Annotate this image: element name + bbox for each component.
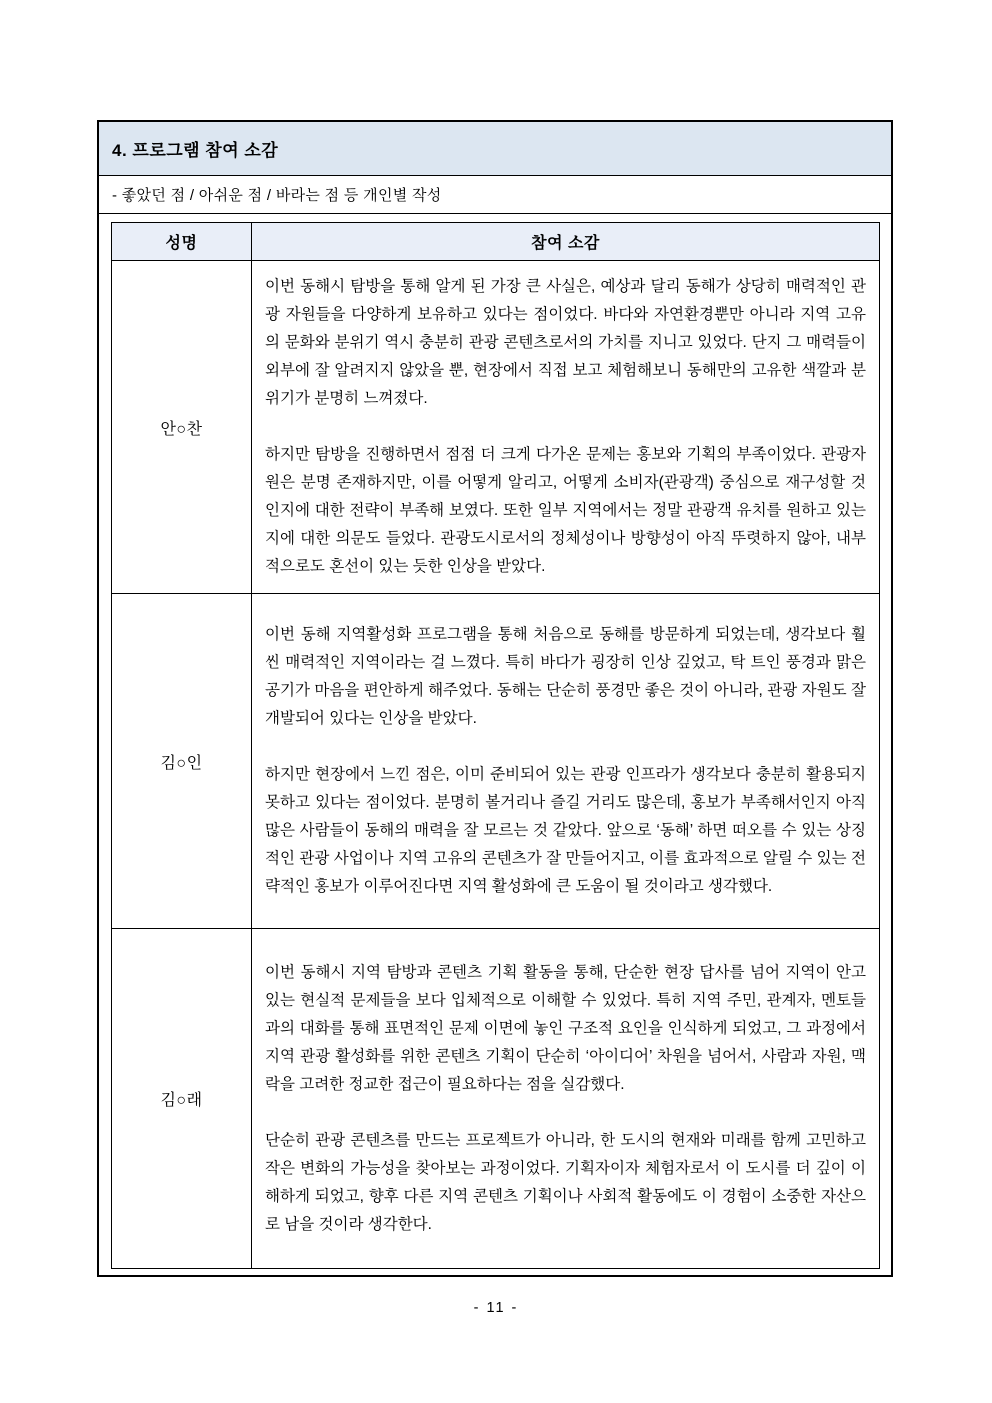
- page-number: - 11 -: [473, 1300, 519, 1316]
- feedback-paragraph: 이번 동해시 지역 탐방과 콘텐츠 기획 활동을 통해, 단순한 현장 답사를 넘어 지역이 안고 있는 현실적 문제들을 보다 입체적으로 이해할 수 있었다. 특히 지역 주민, 관계자, 멘토들과의 대화를 통해 표면적인 문제 이면에 놓인 구조적 요인을 인식하게 되었고, 그 과정에서 지역 관광 활성화를 위한 콘텐츠 기획이 단순히 ‘아이디어’ 차원을 넘어서, 사람과 자원, 맥락을 고려한 정교한 접근이 필요하다는 점을 실감했다.: [265, 963, 866, 1093]
- participant-feedback: [252, 594, 880, 929]
- section-title: 4. 프로그램 참여 소감: [99, 122, 891, 176]
- column-header-feedback: 참여 소감: [252, 223, 880, 261]
- table-row: [112, 261, 880, 594]
- feedback-paragraph: 하지만 탐방을 진행하면서 점점 더 크게 다가온 문제는 홍보와 기획의 부족이었다. 관광자원은 분명 존재하지만, 이를 어떻게 알리고, 어떻게 소비자(관광객) 중심으로 재구성할 것인지에 대한 전략이 부족해 보였다. 또한 일부 지역에서는 정말 관광객 유치를 원하고 있는지에 대한 의문도 들었다. 관광도시로서의 정체성이나 방향성이 아직 뚜렷하지 않아, 내부적으로도 혼선이 있는 듯한 인상을 받았다.: [265, 446, 866, 575]
- table-row: [112, 594, 880, 929]
- table-row: [112, 929, 880, 1269]
- feedback-paragraph: 이번 동해시 탐방을 통해 알게 된 가장 큰 사실은, 예상과 달리 동해가 상당히 매력적인 관광 자원들을 다양하게 보유하고 있다는 점이었다. 바다와 자연환경뿐만 아니라 지역 고유의 문화와 분위기 역시 충분히 관광 콘텐츠로서의 가치를 지니고 있었다. 단지 그 매력들이 외부에 잘 알려지지 않았을 뿐, 현장에서 직접 보고 체험해보니 동해만의 고유한 색깔과 분위기가 분명히 느껴졌다.: [265, 278, 866, 407]
- feedback-paragraph: 단순히 관광 콘텐츠를 만드는 프로젝트가 아니라, 한 도시의 현재와 미래를 함께 고민하고 작은 변화의 가능성을 찾아보는 과정이었다. 기획자이자 체험자로서 이 도시를 더 깊이 이해하게 되었고, 향후 다른 지역 콘텐츠 기획이나 사회적 활동에도 이 경험이 소중한 자산으로 남을 것이라 생각한다.: [265, 1131, 866, 1233]
- table-header-row: [112, 223, 880, 261]
- participant-name: 김○래: [112, 929, 252, 1269]
- section-subtitle: - 좋았던 점 / 아쉬운 점 / 바라는 점 등 개인별 작성: [99, 176, 891, 214]
- section-container: [97, 120, 893, 1277]
- feedback-paragraph: 하지만 현장에서 느낀 점은, 이미 준비되어 있는 관광 인프라가 생각보다 충분히 활용되지 못하고 있다는 점이었다. 분명히 볼거리나 즐길 거리도 많은데, 홍보가 부족해서인지 아직 많은 사람들이 동해의 매력을 잘 모르는 것 같았다. 앞으로 ‘동해’ 하면 떠오를 수 있는 상징적인 관광 사업이나 지역 고유의 콘텐츠가 잘 만들어지고, 이를 효과적으로 알릴 수 있는 전략적인 홍보가 이루어진다면 지역 활성화에 큰 도움이 될 것이라고 생각했다.: [265, 766, 866, 895]
- feedback-paragraph: 이번 동해 지역활성화 프로그램을 통해 처음으로 동해를 방문하게 되었는데, 생각보다 훨씬 매력적인 지역이라는 걸 느꼈다. 특히 바다가 굉장히 인상 깊었고, 탁 트인 풍경과 맑은 공기가 마음을 편안하게 해주었다. 동해는 단순히 풍경만 좋은 것이 아니라, 관광 자원도 잘 개발되어 있다는 인상을 받았다.: [265, 626, 866, 727]
- participant-name: 김○인: [112, 594, 252, 929]
- feedback-table-wrapper: [99, 214, 891, 1275]
- feedback-table: [111, 222, 880, 1269]
- participant-feedback: [252, 261, 880, 594]
- participant-feedback: [252, 929, 880, 1269]
- participant-name: 안○찬: [112, 261, 252, 594]
- column-header-name: 성명: [112, 223, 252, 261]
